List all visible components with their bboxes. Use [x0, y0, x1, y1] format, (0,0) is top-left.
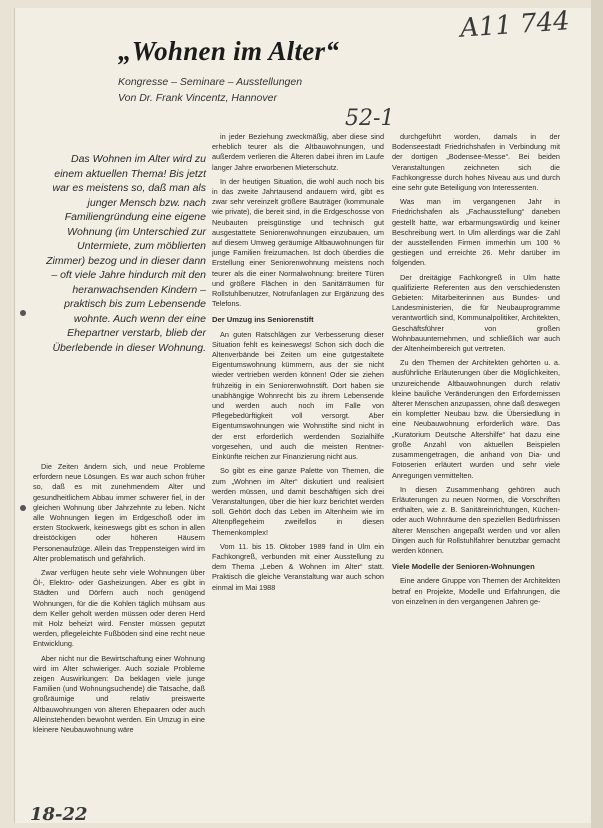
paragraph: Zu den Themen der Architekten gehörten u. a. ausführliche Erläuterungen über die Möglichkeiten, unzureichende Altbauwohnungen durch relativ kleine bauliche Veränderungen den Erfordernissen älterer Menschen anzupassen, ohne daß deswegen ein kompletter Neubau bzw. die Übersiedlung in eine Neubauwohnung erforderlich wäre. Das „Kuratorium Deutsche Altershilfe“ hat dazu eine große Anzahl von aktuellen Beispielen zusammengetragen, die anhand von Dia- und Fotoserien erläutert wurden und sehr viele Anregungen vermittelten.: [392, 358, 560, 480]
column-2: [212, 132, 384, 597]
article-author: Von Dr. Frank Vincentz, Hannover: [118, 92, 277, 104]
paragraph: Der dreitägige Fachkongreß in Ulm hatte qualifizierte Referenten aus den verschiedensten Gebieten: Mitarbeiterinnen aus Bundes- und Landesministerien, die für Neubauprogramme verantwortlich sind, Kommunalpolitiker, Architekten, Geschäftsführer von großen Wohnbauunternehmen, und schließlich war auch der Altenheimbereich gut vertreten.: [392, 272, 560, 354]
punch-hole: [20, 505, 26, 511]
mark-handwriting: 52-1: [345, 106, 395, 131]
page-number-handwriting: 18-22: [30, 804, 88, 825]
paragraph: Eine andere Gruppe von Themen der Architekten betraf en Projekte, Modelle und Erfahrungen, die von einzelnen in den vergangenen Jahren ge-: [392, 576, 560, 606]
intro-text: Das Wohnen im Alter wird zu einem aktuellen Thema! Bis jetzt war es meistens so, daß man als junger Mensch bzw. nach Familiengründung eine eigene Wohnung (im Unterschied zur Untermiete, zum möblierten Zimmer) bezog und in dieser dann – oft viele Jahre hindurch mit den heranwachsenden Kindern – praktisch bis zum Lebensende wohnte. Auch wenn der eine Ehepartner verstarb, blieb der Überlebende in dieser Wohnung.: [46, 153, 206, 354]
article-subtitle: Kongresse – Seminare – Ausstellungen: [118, 76, 303, 88]
paragraph: An guten Ratschlägen zur Verbesserung dieser Situation fehlt es keineswegs! Schon sich doch die Altenverbände bei Zeiten um eine gutgestaltete Eigentumswohnung kümmern, aus der sie nicht wieder vertrieben werden können! Oder sie ziehen frühzeitig in ein Seniorenwohnstift. Dort haben sie unabhängige Wohnrecht bis zu ihrem Lebensende und werden auch noch im Falle von Pflegebedürftigkeit voll versorgt. Aber Eigentumswohnungen wie Wohnstifte sind nicht in der erst erforderlich werdenden Sozialhilfe vorgesehen, und auch die meisten Rentner-Einkünfte reichen zur Finanzierung nicht aus.: [212, 329, 384, 462]
column-3: [392, 132, 560, 611]
paragraph: durchgeführt worden, damals in der Bodenseestadt Friedrichshafen in Verbindung mit der dortigen „Bodensee-Messe“. Bei beiden Veranstaltungen zeichneten sich die Fachkongresse durch hohes Niveau aus und durch eine sehr gute Beteiligung von Interessenten.: [392, 132, 560, 193]
paragraph: In der heutigen Situation, die wohl auch noch bis in das zweite Jahrtausend andauern wird, gibt es zwar sehr vereinzelt größere Bauträger (kommunale wie private), die bereit sind, in die Erdgeschosse von Neubauten preisgünstige und technisch gut ausgestattete Seniorenwohnungen einzubauen, um auf diesem Umweg geräumige Altbauwohnungen für junge Familien freizumachen. Ist doch überdies die Erstellung einer Seniorenwohnung meistens noch teurer als die einer Normalwohnung: breitere Türen und größere Flächen in den Sanitärräumen für Rollstuhlbenutzer, Notrufanlagen zur Ergänzung des Telefons.: [212, 176, 384, 309]
section-heading: Der Umzug ins Seniorenstift: [212, 315, 314, 325]
paragraph: Vom 11. bis 15. Oktober 1989 fand in Ulm ein Fachkongreß, verbunden mit einer Ausstellung zu dem Thema „Leben & Wohnen im Alter“ statt. Praktisch die gleiche Veranstaltung war auch schon einmal im Mai 1988: [212, 541, 384, 592]
archive-number-handwriting: A11 744: [459, 6, 571, 44]
article-title: „Wohnen im Alter“: [118, 36, 340, 66]
paragraph: Aber nicht nur die Bewirtschaftung einer Wohnung wird im Alter schwieriger. Auch soziale Probleme zeigen Auswirkungen: Da beklagen viele junge Familien (und Wohnungsuchende) die Tatsache, daß großräumige und relativ preiswerte Altbauwohnungen von älteren Ehepaaren oder auch Alleinstehenden bewohnt werden. Ein Umzug in eine kleinere Neubauwohnung wäre: [33, 653, 205, 735]
paragraph: In diesen Zusammenhang gehören auch Erläuterungen zu neuen Normen, die Vorschriften enthalten, wie z. B. Sanitäreinrichtungen, Küchen- oder auch Wohnräume den speziellen Bedürfnissen älterer Menschen angepaßt werden und vor allen Dingen auch für Rollstuhlfahrer benutzbar gemacht werden können.: [392, 484, 560, 555]
punch-hole: [20, 310, 26, 316]
paragraph: Was man im vergangenen Jahr in Friedrichshafen als „Fachausstellung“ daneben gestellt hatte, war erbarmungswürdig und keiner Beschreibung wert. In Ulm allerdings war die Zahl der ausstellenden Firmen immerhin um 100 % gestiegen und erreichte 26. Mehr darüber im folgenden.: [392, 197, 560, 268]
column-1: [33, 462, 205, 739]
paragraph: Zwar verfügen heute sehr viele Wohnungen über Öl-, Elektro- oder Gasheizungen. Aber es gibt in Städten und Dörfern auch noch genügend Wohnungen, für die die Kohlen täglich mühsam aus dem Keller geholt werden müssen oder deren Herd mit Holz beheizt wird. Fenster müssen geputzt werden, pflegeleichte Fußböden sind eine recht neue Entwicklung.: [33, 568, 205, 649]
paragraph: in jeder Beziehung zweckmäßig, aber diese sind erheblich teurer als die Altbauwohnungen, und außerdem verlieren die Älteren dabei ihren im Laufe langer Jahre erworbenen Mieterschutz.: [212, 132, 384, 172]
section-heading: Viele Modelle der Senioren-Wohnungen: [392, 562, 535, 572]
paragraph: So gibt es eine ganze Palette von Themen, die zum „Wohnen im Alter“ diskutiert und realisiert werden müssen, und damit beschäftigen sich drei Veranstaltungen, über die hier kurz berichtet werden soll. Gehört doch das Leben im Altenheim wie im Altenpflegeheim zweifellos in diesen Themenkomplex!: [212, 466, 384, 537]
page-edge: [591, 0, 603, 828]
paragraph: Die Zeiten ändern sich, und neue Probleme erfordern neue Lösungen. Es war auch schon früher so, daß es mit zunehmendem Alter und gesundheitlichem Abbau immer schwerer fiel, in der gleichen Wohnung über Jahrzehnte zu leben. Nicht alle Wohnungen liegen im Erdgeschoß oder im ersten Stockwerk, keineswegs gibt es schon in allen dreistöckigen oder höheren Häusern Personenaufzüge. Allein das Treppensteigen wird im Alter problematisch und gefährlich.: [33, 462, 205, 563]
